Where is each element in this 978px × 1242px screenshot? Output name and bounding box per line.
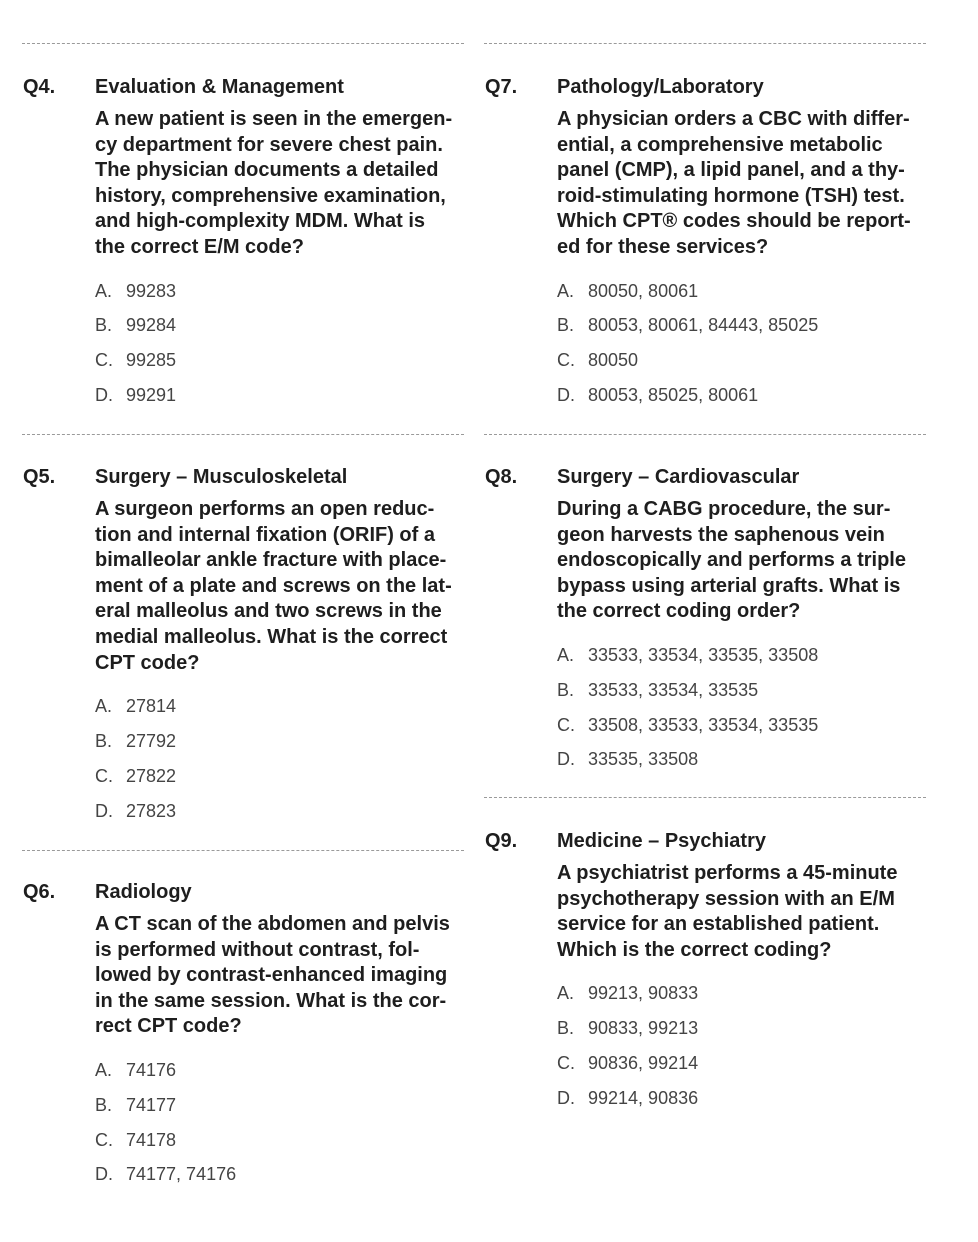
question-category: Medicine – Psychiatry [557, 830, 766, 852]
answer-options [95, 1060, 465, 1184]
answer-option-c: C. 80050 [557, 350, 639, 371]
answer-option-c: C. 33508, 33533, 33534, 33535 [557, 714, 819, 735]
answer-option-c: C. 27822 [95, 765, 177, 786]
answer-option-d: D. 74177, 74176 [95, 1164, 237, 1185]
question-text: A CT scan of the abdomen and pelvis is performed without contrast, fol- lowed by contrast-enhanced imaging in the same session. What is the cor- rect CPT code? [95, 913, 450, 1038]
divider [484, 43, 926, 44]
question-text: A physician orders a CBC with differ- ential, a comprehensive metabolic panel (CMP), a lipid panel, and a thy- roid-stimulating hormone (TSH) test. Which CPT® codes should be report- ed for these services? [557, 108, 911, 258]
answer-option-b: B. 80053, 80061, 84443, 85025 [557, 315, 819, 336]
question-number: Q7. [485, 76, 518, 98]
divider [484, 797, 926, 798]
question-number: Q5. [23, 466, 56, 488]
answer-options [95, 281, 465, 405]
question-text: A surgeon performs an open reduc- tion and internal fixation (ORIF) of a bimalleolar ankle fracture with place- ment of a plate and screws on the lat- eral malleolus and two screws in the medial malleolus. What is the correct CPT code? [95, 498, 452, 674]
question-number: Q8. [485, 466, 518, 488]
answer-option-d: D. 27823 [95, 800, 177, 821]
answer-option-a: A. 74176 [95, 1059, 177, 1080]
question-category: Evaluation & Management [95, 76, 344, 98]
answer-option-d: D. 99291 [95, 384, 177, 405]
answer-options [557, 645, 927, 769]
answer-option-c: C. 90836, 99214 [557, 1052, 699, 1073]
divider [22, 43, 464, 44]
answer-option-d: D. 80053, 85025, 80061 [557, 384, 759, 405]
answer-option-a: A. 99213, 90833 [557, 983, 699, 1004]
question-number: Q6. [23, 881, 56, 903]
answer-option-b: B. 90833, 99213 [557, 1018, 699, 1039]
question-text: A new patient is seen in the emergen- cy department for severe chest pain. The physician documents a detailed history, comprehensive examination, and high-complexity MDM. What is the correct E/M code? [95, 108, 453, 258]
divider [22, 850, 464, 851]
answer-option-b: B. 74177 [95, 1094, 177, 1115]
answer-option-d: D. 99214, 90836 [557, 1087, 699, 1108]
answer-options [95, 696, 465, 820]
question-text: During a CABG procedure, the sur- geon harvests the saphenous vein endoscopically and performs a triple bypass using arterial grafts. What is the correct coding order? [557, 498, 906, 623]
question-category: Surgery – Musculoskeletal [95, 466, 348, 488]
answer-option-b: B. 27792 [95, 730, 177, 751]
divider [22, 434, 464, 435]
question-category: Radiology [95, 881, 192, 903]
divider [484, 434, 926, 435]
answer-options [557, 983, 927, 1107]
answer-option-d: D. 33535, 33508 [557, 749, 699, 770]
answer-option-c: C. 74178 [95, 1129, 177, 1150]
answer-option-a: A. 27814 [95, 696, 177, 717]
answer-option-a: A. 33533, 33534, 33535, 33508 [557, 644, 819, 665]
question-text: A psychiatrist performs a 45-minute psychotherapy session with an E/M service for an established patient. Which is the correct coding? [557, 862, 898, 961]
answer-option-c: C. 99285 [95, 350, 177, 371]
answer-option-a: A. 99283 [95, 280, 177, 301]
answer-option-a: A. 80050, 80061 [557, 280, 699, 301]
question-number: Q4. [23, 76, 56, 98]
question-category: Pathology/Laboratory [557, 76, 764, 98]
answer-option-b: B. 33533, 33534, 33535 [557, 679, 759, 700]
answer-option-b: B. 99284 [95, 315, 177, 336]
question-category: Surgery – Cardiovascular [557, 466, 800, 488]
question-number: Q9. [485, 830, 518, 852]
answer-options [557, 281, 927, 405]
